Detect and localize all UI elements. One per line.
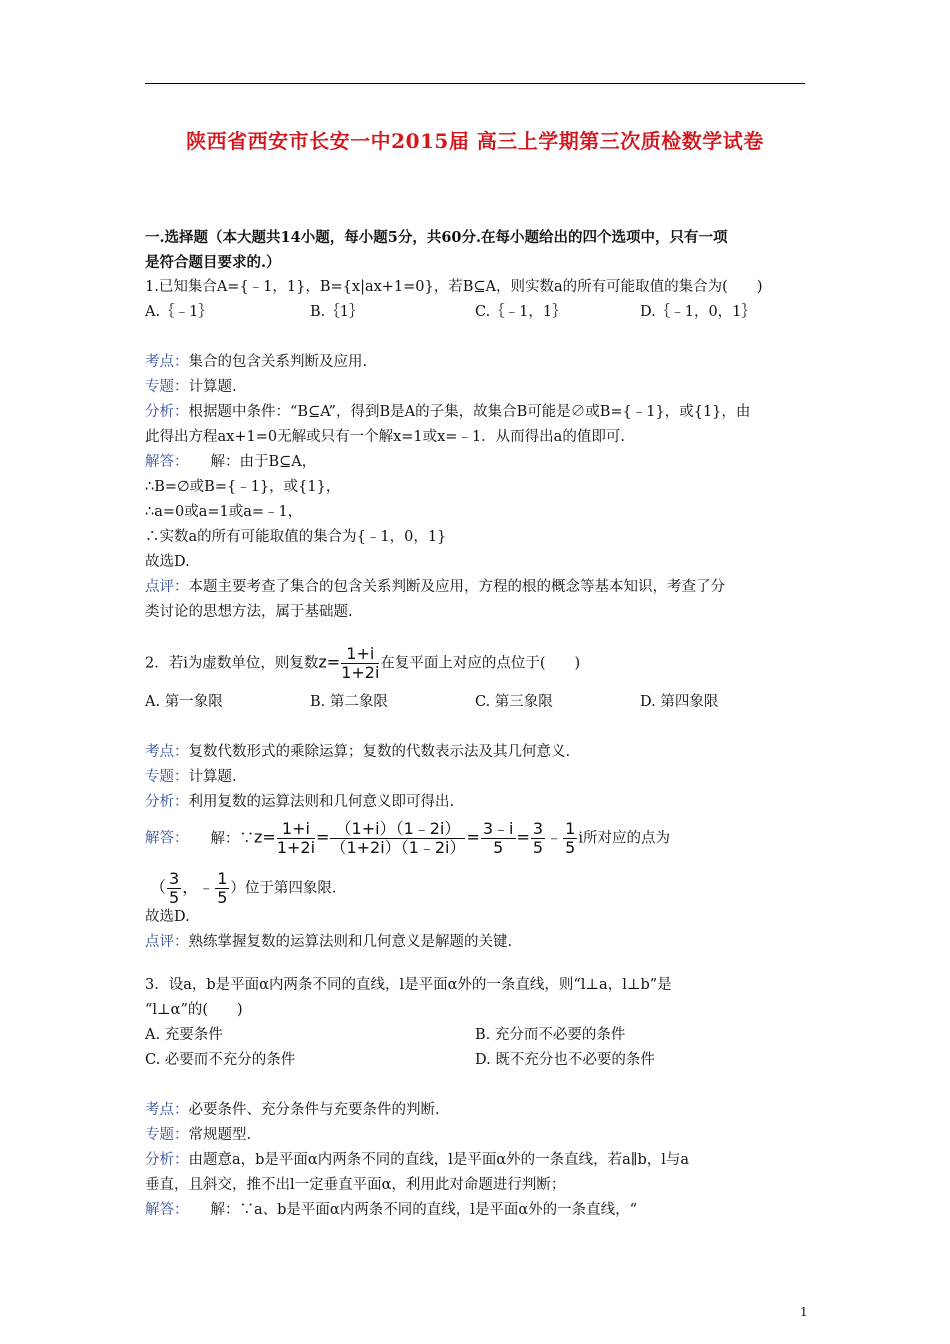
section-heading-line2: 是符合题目要求的.） [145, 254, 281, 271]
q1-kaodian: 考点：集合的包含关系判断及应用. [145, 354, 368, 370]
q3-option-c: C. 必要而不充分的条件 [145, 1052, 296, 1068]
q3-option-a: A. 充要条件 [145, 1027, 223, 1043]
page-title: 陕西省西安市长安一中2015届 高三上学期第三次质检数学试卷 [186, 129, 764, 153]
q2-point: （ $\frac{3}{5}$ ，﹣ $\frac{1}{5}$ ）位于第四象限. [150, 869, 337, 907]
q3-stem-line2: “l⊥α”的( ) [145, 1002, 243, 1018]
q1-step-3: ∴实数a的所有可能取值的集合为{﹣1，0，1} [145, 529, 447, 545]
q2-stem: 2．若i为虚数单位，则复数z= $\frac{1+i}{1+2i}$ 在复平面上对应的点位于( ) [145, 644, 581, 682]
q3-option-b: B. 充分而不必要的条件 [475, 1027, 626, 1043]
q2-jieda: 解答： 解：∵z= $\frac{1+i}{1+2i}$ = $\frac{(1+i)(1﹣2i)}{(1+2i)(1﹣2i)}$ = $\frac{3﹣i}{5}$ = $\frac{3}{5}$ ﹣ $\frac{1}{5}$ i所对应的点为 [145, 819, 670, 857]
q1-stem: 1.已知集合A={﹣1，1}，B={x|ax+1=0}，若B⊆A，则实数a的所有可能取值的集合为( ) [145, 279, 763, 295]
q2-fenxi: 分析：利用复数的运算法则和几何意义即可得出. [145, 794, 455, 810]
q1-step-1: ∴B=∅或B={﹣1}，或{1}， [145, 479, 341, 495]
header-rule [145, 83, 805, 84]
q2-frac-3: $\frac{3﹣i}{5}$ [482, 819, 514, 857]
page-number: 1 [800, 1305, 808, 1319]
q2-option-a: A. 第一象限 [145, 694, 223, 710]
q3-fenxi-line1: 分析：由题意a，b是平面α内两条不同的直线，l是平面α外的一条直线，若a∥b，l与a [145, 1152, 690, 1168]
q1-option-a: A.｛﹣1｝ [145, 304, 213, 320]
q2-point-frac-x: $\frac{3}{5}$ [169, 869, 180, 907]
q2-frac-1: $\frac{1+i}{1+2i}$ [276, 819, 316, 857]
q3-zhuanti: 专题：常规题型. [145, 1127, 252, 1143]
q1-dianping-line1: 点评：本题主要考查了集合的包含关系判断及应用，方程的根的概念等基本知识，考查了分 [145, 579, 725, 595]
q2-zhuanti: 专题：计算题. [145, 769, 237, 785]
q1-zhuanti: 专题：计算题. [145, 379, 237, 395]
q3-jieda: 解答： 解：∵a、b是平面α内两条不同的直线，l是平面α外的一条直线，“ [145, 1202, 638, 1218]
q3-fenxi-line2: 垂直，且斜交，推不出l一定垂直平面α，利用此对命题进行判断； [145, 1177, 566, 1193]
q2-kaodian: 考点：复数代数形式的乘除运算；复数的代数表示法及其几何意义. [145, 744, 571, 760]
q2-option-d: D. 第四象限 [640, 694, 719, 710]
q2-option-b: B. 第二象限 [310, 694, 388, 710]
q1-dianping-line2: 类讨论的思想方法，属于基础题. [145, 604, 353, 620]
q1-option-b: B.｛1｝ [310, 304, 364, 320]
section-heading-line1: 一.选择题（本大题共14小题，每小题5分，共60分.在每小题给出的四个选项中，只有一项 [145, 229, 728, 246]
q2-choose: 故选D. [145, 909, 190, 925]
q2-frac-5: $\frac{1}{5}$ [565, 819, 576, 857]
q1-fenxi-line1: 分析：根据题中条件：“B⊆A”，得到B是A的子集，故集合B可能是∅或B={﹣1}，或{1}，由 [145, 404, 751, 420]
q1-fenxi-line2: 此得出方程ax+1=0无解或只有一个解x=1或x=﹣1．从而得出a的值即可. [145, 429, 625, 445]
q1-option-d: D.｛﹣1，0，1｝ [640, 304, 756, 320]
q2-frac-2: $\frac{(1+i)(1﹣2i)}{(1+2i)(1﹣2i)}$ [330, 819, 466, 857]
q1-jieda: 解答： 解：由于B⊆A， [145, 454, 317, 470]
q2-dianping: 点评：熟练掌握复数的运算法则和几何意义是解题的关键. [145, 934, 513, 950]
q3-stem-line1: 3．设a，b是平面α内两条不同的直线，l是平面α外的一条直线，则“l⊥a，l⊥b”是 [145, 977, 672, 993]
q2-option-c: C. 第三象限 [475, 694, 553, 710]
q3-option-d: D. 既不充分也不必要的条件 [475, 1052, 655, 1068]
q1-option-c: C.｛﹣1，1｝ [475, 304, 567, 320]
q2-stem-fraction: $\frac{1+i}{1+2i}$ [341, 644, 380, 682]
q2-point-frac-y: $\frac{1}{5}$ [217, 869, 228, 907]
q3-kaodian: 考点：必要条件、充分条件与充要条件的判断. [145, 1102, 440, 1118]
q2-frac-4: $\frac{3}{5}$ [532, 819, 544, 857]
q1-step-4: 故选D. [145, 554, 190, 570]
q1-step-2: ∴a=0或a=1或a=﹣1， [145, 504, 303, 520]
